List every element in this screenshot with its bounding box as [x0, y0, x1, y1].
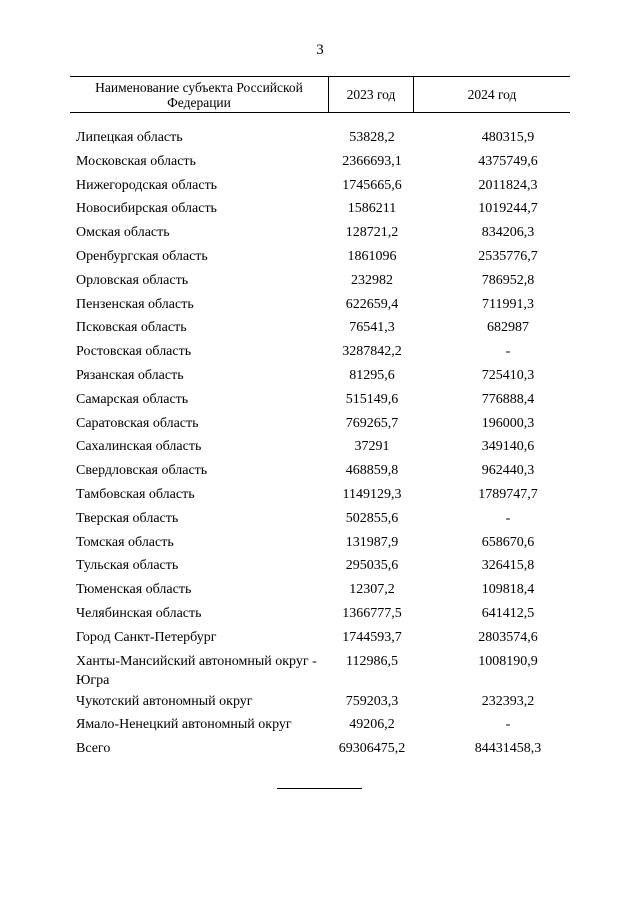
region-name: Нижегородская область [76, 177, 218, 193]
table-row [0, 459, 640, 483]
value-2024: 2011824,3 [478, 177, 538, 193]
value-2024: 641412,5 [481, 605, 535, 621]
value-2024: 962440,3 [481, 463, 535, 479]
table-row [0, 554, 640, 578]
value-2023: 12307,2 [349, 582, 395, 598]
table-row [0, 388, 640, 412]
total-2023: 69306475,2 [338, 741, 406, 757]
value-2024: 1008190,9 [478, 653, 538, 669]
region-name: Тюменская область [76, 582, 192, 598]
table-row [0, 507, 640, 531]
value-2024: 196000,3 [481, 415, 535, 431]
header-year-2023: 2023 год [328, 77, 413, 112]
value-2024: 349140,6 [481, 439, 535, 455]
value-2024: 2535776,7 [478, 248, 538, 264]
value-2024: 786952,8 [481, 272, 535, 288]
value-2023: 1366777,5 [342, 605, 402, 621]
region-name: Самарская область [76, 391, 189, 407]
table-row [0, 531, 640, 555]
value-2023: 502855,6 [345, 510, 399, 526]
value-2024: 682987 [487, 320, 529, 336]
value-2024: - [505, 344, 511, 360]
value-2023: 81295,6 [349, 367, 395, 383]
table-row [0, 316, 640, 340]
value-2023: 295035,6 [345, 558, 399, 574]
table-row [0, 626, 640, 650]
region-name: Московская область [76, 153, 196, 169]
region-name: Челябинская область [76, 605, 202, 621]
value-2024: 480315,9 [481, 130, 535, 145]
value-2023: 1149129,3 [342, 486, 402, 502]
value-2023: 1744593,7 [342, 629, 402, 645]
region-name: Ростовская область [76, 344, 192, 360]
header-year-2024: 2024 год [413, 77, 570, 112]
region-name: Чукотский автономный округ [76, 693, 253, 709]
value-2023: 1586211 [347, 201, 397, 217]
value-2023: 128721,2 [345, 225, 399, 241]
table-row [0, 713, 640, 737]
table-body [0, 126, 640, 761]
table-row [0, 293, 640, 317]
value-2024: 4375749,6 [478, 153, 538, 169]
value-2023: 112986,5 [346, 653, 398, 669]
table-row [0, 126, 640, 150]
page-number: 3 [316, 42, 324, 58]
region-name: Томская область [76, 534, 174, 550]
region-name: Сахалинская область [76, 439, 202, 455]
table-row-total [0, 737, 640, 761]
table-row [0, 435, 640, 459]
table-row [0, 269, 640, 293]
value-2024: 776888,4 [481, 391, 535, 407]
end-of-document-line [277, 788, 362, 789]
value-2023: 1861096 [347, 248, 397, 264]
value-2024: 1789747,7 [478, 486, 538, 502]
value-2023: 232982 [351, 272, 393, 288]
value-2023: 53828,2 [349, 130, 395, 145]
value-2024: 725410,3 [481, 367, 535, 383]
header-region-name: Наименование субъекта Российской Федерации [95, 79, 303, 110]
total-2024: 84431458,3 [474, 741, 542, 757]
table-row [0, 340, 640, 364]
table-row [0, 578, 640, 602]
value-2023: 468859,8 [345, 463, 399, 479]
value-2024: - [505, 717, 511, 733]
total-label: Всего [76, 741, 111, 757]
value-2023: 2366693,1 [342, 153, 402, 169]
region-name: Орловская область [76, 272, 189, 288]
region-name: Тамбовская область [76, 486, 195, 502]
region-name: Псковская область [76, 320, 187, 336]
region-name: Липецкая область [76, 130, 183, 145]
region-name: Тульская область [76, 558, 179, 574]
table-row [0, 364, 640, 388]
region-name: Саратовская область [76, 415, 199, 431]
table-row [0, 602, 640, 626]
value-2023: 49206,2 [349, 717, 395, 733]
table-row [0, 174, 640, 198]
value-2024: 2803574,6 [478, 629, 538, 645]
table-row [0, 197, 640, 221]
value-2023: 759203,3 [345, 693, 399, 709]
value-2023: 622659,4 [345, 296, 399, 312]
value-2023: 37291 [354, 439, 390, 455]
table-row [0, 150, 640, 174]
value-2024: 109818,4 [481, 582, 535, 598]
table-row [0, 690, 640, 714]
value-2023: 3287842,2 [342, 344, 402, 360]
value-2023: 131987,9 [345, 534, 399, 550]
value-2024: 658670,6 [481, 534, 535, 550]
region-name: Пензенская область [76, 296, 194, 312]
region-name: Оренбургская область [76, 248, 208, 264]
region-name: Тверская область [76, 510, 179, 526]
table-row [0, 245, 640, 269]
region-name: Свердловская область [76, 463, 208, 479]
value-2024: - [505, 510, 511, 526]
value-2024: 711991,3 [482, 296, 534, 312]
value-2024: 1019244,7 [478, 201, 538, 217]
value-2024: 834206,3 [481, 225, 535, 241]
table-row [0, 650, 640, 690]
region-name: Рязанская область [76, 367, 184, 383]
value-2023: 1745665,6 [342, 177, 402, 193]
table-header [70, 76, 570, 113]
value-2023: 769265,7 [345, 415, 399, 431]
value-2023: 515149,6 [345, 391, 399, 407]
value-2024: 326415,8 [481, 558, 535, 574]
region-name: Новосибирская область [76, 201, 217, 217]
region-name: Омская область [76, 225, 170, 241]
table-row [0, 412, 640, 436]
region-name: Ханты-Мансийский автономный округ - Югра [76, 653, 317, 688]
region-name: Ямало-Ненецкий автономный округ [76, 717, 292, 733]
value-2023: 76541,3 [349, 320, 395, 336]
value-2024: 232393,2 [481, 693, 535, 709]
region-name: Город Санкт-Петербург [76, 629, 217, 645]
table-row [0, 221, 640, 245]
table-row [0, 483, 640, 507]
